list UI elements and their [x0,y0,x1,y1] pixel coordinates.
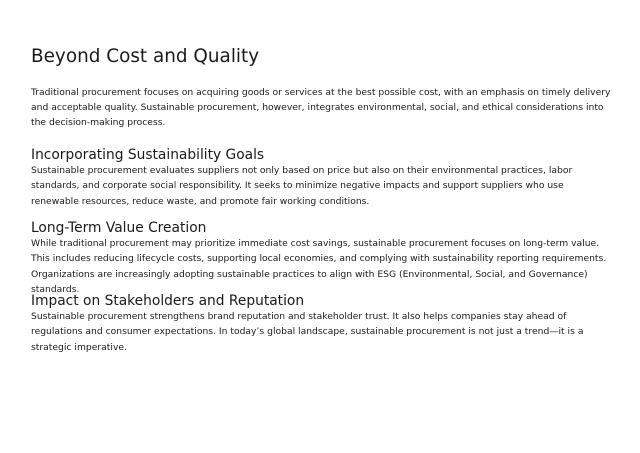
title-block [31,46,611,67]
section-paragraph: Sustainable procurement strengthens brand reputation and stakeholder trust. It also helps companies stay ahead of regulations and consumer expectations. In today’s global landscape, sustainable procurement is not just a trend—it is a strategic imperative. [31,311,584,353]
section-long-term-value [31,221,611,297]
document-title: Beyond Cost and Quality [31,46,260,67]
document-page [31,0,611,453]
intro-paragraph: Traditional procurement focuses on acquiring goods or services at the best possible cost, with an emphasis on timely delivery and acceptable quality. Sustainable procurement, however, integrates environmental, social, and ethical considerations into the decision-making process. [31,87,611,129]
section-heading: Impact on Stakeholders and Reputation [31,293,305,309]
section-paragraph: While traditional procurement may prioritize immediate cost savings, sustainable procurement focuses on long-term value. This includes reducing lifecycle costs, supporting local economies, and complying with sustainability reporting requirements. Organizations are increasingly adopting sustainable practices to align with ESG (Environmental, Social, and Governance) standards. [31,238,607,295]
section-paragraph: Sustainable procurement evaluates suppliers not only based on price but also on their environmental practices, labor standards, and corporate social responsibility. It seeks to minimize negative impacts and support suppliers who use renewable resources, reduce waste, and promote fair working conditions. [31,165,573,207]
section-sustainability-goals [31,148,611,209]
section-heading: Incorporating Sustainability Goals [31,147,265,163]
section-stakeholders-reputation [31,294,611,355]
section-heading: Long-Term Value Creation [31,220,207,236]
intro-block [31,85,611,131]
